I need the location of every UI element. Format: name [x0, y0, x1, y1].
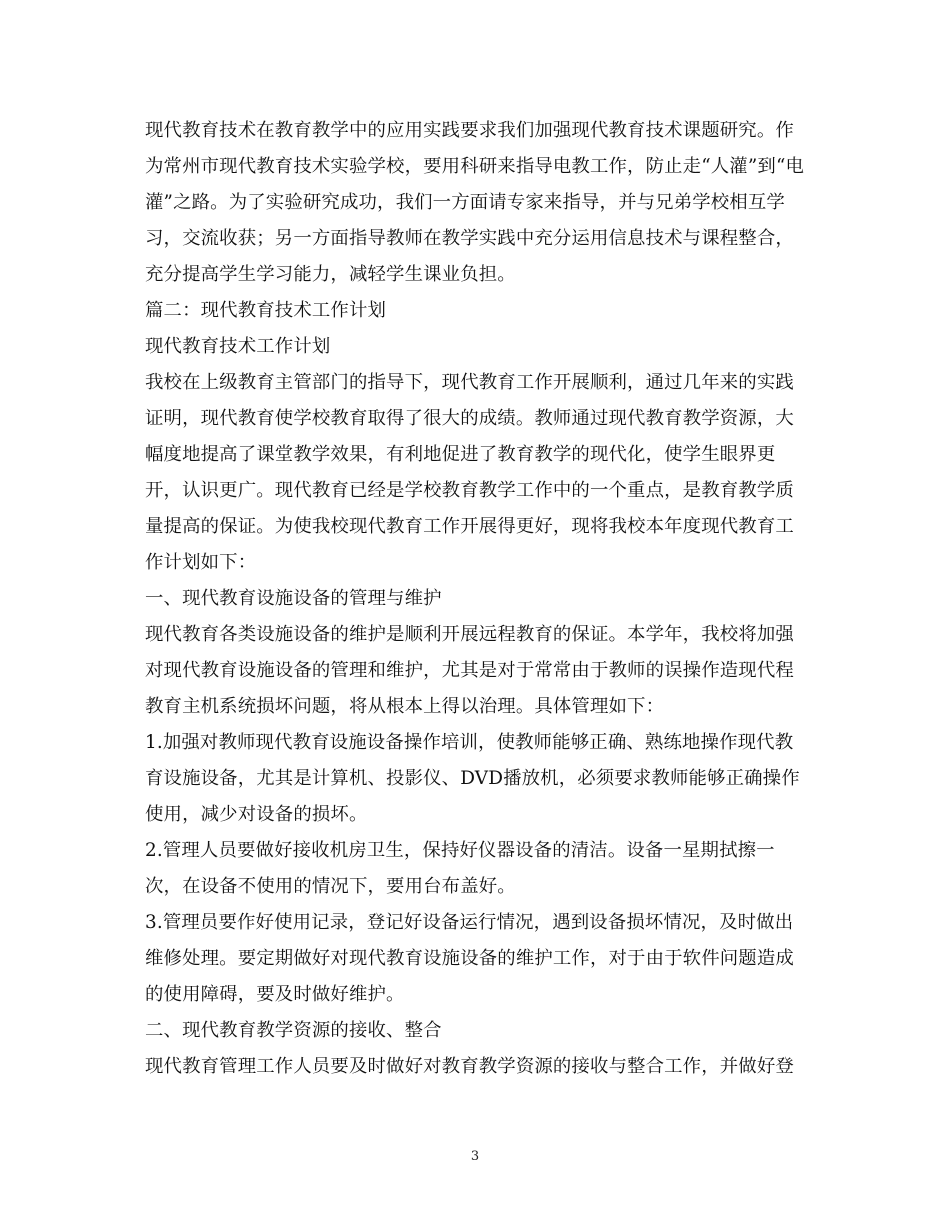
list-item: 2.管理人员要做好接收机房卫生，保持好仪器设备的清洁。设备一星期拭擦一	[145, 840, 775, 861]
list-item: 3.管理员要作好使用记录，登记好设备运行情况，遇到设备损坏情况，及时做出	[145, 912, 794, 933]
text-line: 证明，现代教育使学校教育取得了很大的成绩。教师通过现代教育教学资源，大	[145, 408, 794, 429]
text-line: 育设施设备，尤其是计算机、投影仪、DVD播放机，必须要求教师能够正确操作	[145, 768, 800, 789]
section-heading: 一、现代教育设施设备的管理与维护	[145, 588, 442, 609]
text-line: 现代教育技术在教育教学中的应用实践要求我们加强现代教育技术课题研究。作	[145, 120, 794, 141]
page-number: 3	[470, 1149, 480, 1164]
text-line: 量提高的保证。为使我校现代教育工作开展得更好，现将我校本年度现代教育工	[145, 516, 794, 537]
text-line: 次，在设备不使用的情况下，要用台布盖好。	[145, 876, 516, 897]
text-line: 为常州市现代教育技术实验学校，要用科研来指导电教工作，防止走“人灌”到“电	[145, 156, 805, 177]
text-line: 充分提高学生学习能力，减轻学生课业负担。	[145, 264, 516, 285]
text-line: 现代教育管理工作人员要及时做好对教育教学资源的接收与整合工作，并做好登	[145, 1056, 794, 1077]
text-line: 我校在上级教育主管部门的指导下，现代教育工作开展顺利，通过几年来的实践	[145, 372, 794, 393]
section-heading: 篇二：现代教育技术工作计划	[145, 300, 387, 321]
list-item: 1.加强对教师现代教育设施设备操作培训，使教师能够正确、熟练地操作现代教	[145, 732, 794, 753]
text-line: 的使用障碍，要及时做好维护。	[145, 984, 405, 1005]
text-line: 幅度地提高了课堂教学效果，有利地促进了教育教学的现代化，使学生眼界更	[145, 444, 776, 465]
text-line: 教育主机系统损坏问题，将从根本上得以治理。具体管理如下：	[145, 696, 665, 717]
text-line: 开，认识更广。现代教育已经是学校教育教学工作中的一个重点，是教育教学质	[145, 480, 794, 501]
text-line: 作计划如下：	[145, 552, 257, 573]
text-line: 使用，减少对设备的损坏。	[145, 804, 368, 825]
text-line: 对现代教育设施设备的管理和维护，尤其是对于常常由于教师的误操作造现代程	[145, 660, 794, 681]
text-line: 习，交流收获；另一方面指导教师在教学实践中充分运用信息技术与课程整合，	[145, 228, 794, 249]
section-heading: 二、现代教育教学资源的接收、整合	[145, 1020, 442, 1041]
text-line: 灌”之路。为了实验研究成功，我们一方面请专家来指导，并与兄弟学校相互学	[145, 192, 785, 213]
text-line: 现代教育各类设施设备的维护是顺利开展远程教育的保证。本学年，我校将加强	[145, 624, 794, 645]
text-line: 维修处理。要定期做好对现代教育设施设备的维护工作，对于由于软件问题造成	[145, 948, 794, 969]
document-body	[145, 113, 810, 1085]
document-title: 现代教育技术工作计划	[145, 336, 331, 357]
